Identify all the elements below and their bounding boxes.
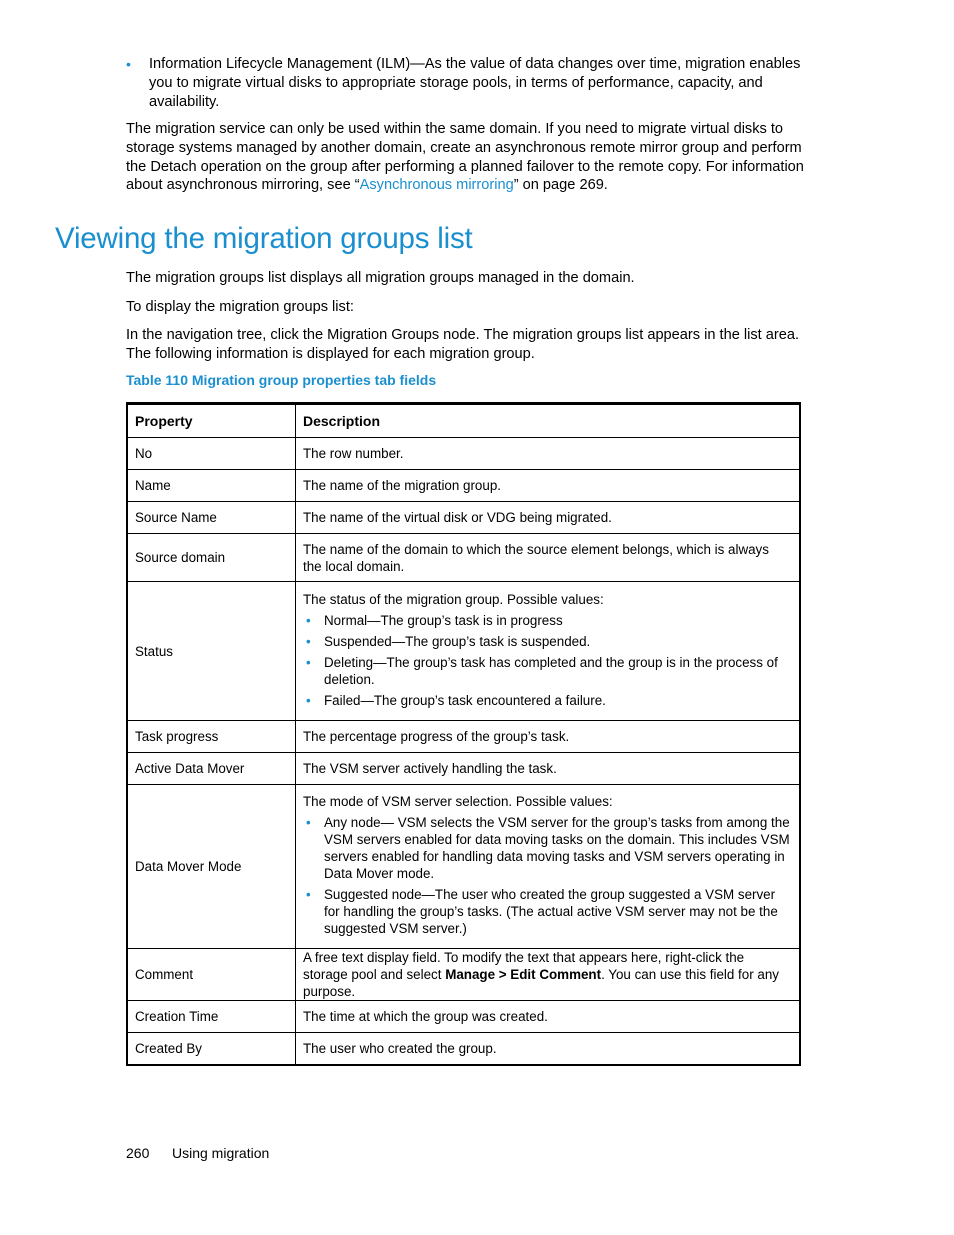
description-cell: The name of the virtual disk or VDG being migrated. [296, 502, 801, 534]
list-item [303, 633, 791, 650]
property-cell: Task progress [127, 721, 296, 753]
list-item [303, 612, 791, 629]
property-cell: Source domain [127, 534, 296, 582]
table-row-comment [127, 949, 800, 1001]
table-header-row [127, 404, 800, 438]
bullet-icon: • [306, 692, 311, 708]
intro-bullet-item [126, 55, 806, 111]
comment-text: A free text display field. To modify the text that appears here, right-click the storage pool and select [303, 950, 745, 982]
migration-domain-paragraph [126, 120, 806, 195]
page-number: 260 [126, 1145, 150, 1161]
table-caption: Table 110 Migration group properties tab fields [126, 372, 437, 388]
paragraph-text-tail: ” on page 269. [513, 177, 608, 194]
table-row [127, 1001, 800, 1033]
list-item [303, 692, 791, 709]
bullet-icon: • [126, 56, 131, 72]
description-cell: The percentage progress of the group’s task. [296, 721, 801, 753]
description-cell [296, 785, 801, 949]
asynchronous-mirroring-link[interactable]: Asynchronous mirroring [359, 177, 514, 194]
property-cell: Active Data Mover [127, 753, 296, 785]
section-paragraph-1: The migration groups list displays all migration groups managed in the domain. [126, 270, 635, 286]
list-item [303, 814, 791, 882]
table-row [127, 470, 800, 502]
bullet-icon: • [306, 654, 311, 670]
description-cell: The name of the migration group. [296, 470, 801, 502]
list-item-text: Suspended—The group’s task is suspended. [324, 633, 591, 649]
list-item-text: Suggested node—The user who created the group suggested a VSM server for handling the group’s tasks. (The actual active VSM server may not be the suggested VSM server.) [324, 887, 778, 936]
menu-path-text: Manage > Edit Comment [445, 967, 602, 982]
intro-bullet-text: Information Lifecycle Management (ILM)—As the value of data changes over time, migration enables you to migrate virtual disks to appropriate storage pools, in terms of performance, capacity, and availability. [149, 56, 801, 110]
chapter-title: Using migration [172, 1145, 270, 1161]
description-cell: The VSM server actively handling the task. [296, 753, 801, 785]
table-row [127, 721, 800, 753]
description-cell: The row number. [296, 438, 801, 470]
list-item-text: Any node— VSM selects the VSM server for the group’s tasks from among the VSM servers enabled for data moving tasks on the domain. This includes VSM servers enabled for handling data moving tasks and VSM servers operating in Data Mover mode. [324, 815, 790, 881]
property-cell: Comment [127, 949, 296, 1001]
table-row [127, 753, 800, 785]
description-cell: The time at which the group was created. [296, 1001, 801, 1033]
header-property: Property [127, 404, 296, 438]
property-cell: Creation Time [127, 1001, 296, 1033]
status-values-list [303, 612, 791, 709]
list-item [303, 654, 791, 688]
data-mover-values-list [303, 814, 791, 937]
properties-table [126, 402, 801, 1066]
section-paragraph-2: To display the migration groups list: [126, 299, 354, 315]
section-paragraph-3: In the navigation tree, click the Migration Groups node. The migration groups list appears in the list area. The following information is displayed for each migration group. [126, 327, 800, 362]
description-cell: The name of the domain to which the source element belongs, which is always the local domain. [296, 534, 801, 582]
table-row [127, 1033, 800, 1065]
list-item-text: Deleting—The group’s task has completed and the group is in the process of deletion. [324, 654, 778, 687]
property-cell: No [127, 438, 296, 470]
table-row-data-mover-mode [127, 785, 800, 949]
paragraph-text: The migration service can only be used within the same domain. If you need to migrate virtual disks to storage systems managed by another domain, create an asynchronous remote mirror group and perform the Detach operation on the group after performing a planned failover to the remote copy. For information about asynchronous mirroring, see “ [126, 121, 804, 194]
description-cell: The user who created the group. [296, 1033, 801, 1065]
list-item-text: Failed—The group’s task encountered a failure. [324, 692, 606, 708]
bullet-icon: • [306, 612, 311, 628]
property-cell: Name [127, 470, 296, 502]
bullet-icon: • [306, 887, 311, 902]
list-item [303, 886, 791, 937]
table-row [127, 502, 800, 534]
property-cell: Data Mover Mode [127, 785, 296, 949]
comment-text-tail: . You can use this field for any purpose. [303, 967, 779, 999]
bullet-icon: • [306, 815, 311, 830]
property-cell: Source Name [127, 502, 296, 534]
list-item-text: Normal—The group’s task is in progress [324, 612, 563, 628]
data-mover-intro: The mode of VSM server selection. Possible values: [303, 794, 613, 809]
page-footer [126, 1145, 269, 1161]
bullet-icon: • [306, 633, 311, 649]
description-cell [296, 949, 801, 1001]
status-intro: The status of the migration group. Possible values: [303, 591, 604, 607]
property-cell: Created By [127, 1033, 296, 1065]
intro-bullet-list [126, 55, 806, 111]
section-heading: Viewing the migration groups list [55, 222, 473, 255]
description-cell [296, 582, 801, 721]
table-row [127, 438, 800, 470]
header-description: Description [296, 404, 801, 438]
table-row [127, 534, 800, 582]
property-cell: Status [127, 582, 296, 721]
table-row-status [127, 582, 800, 721]
